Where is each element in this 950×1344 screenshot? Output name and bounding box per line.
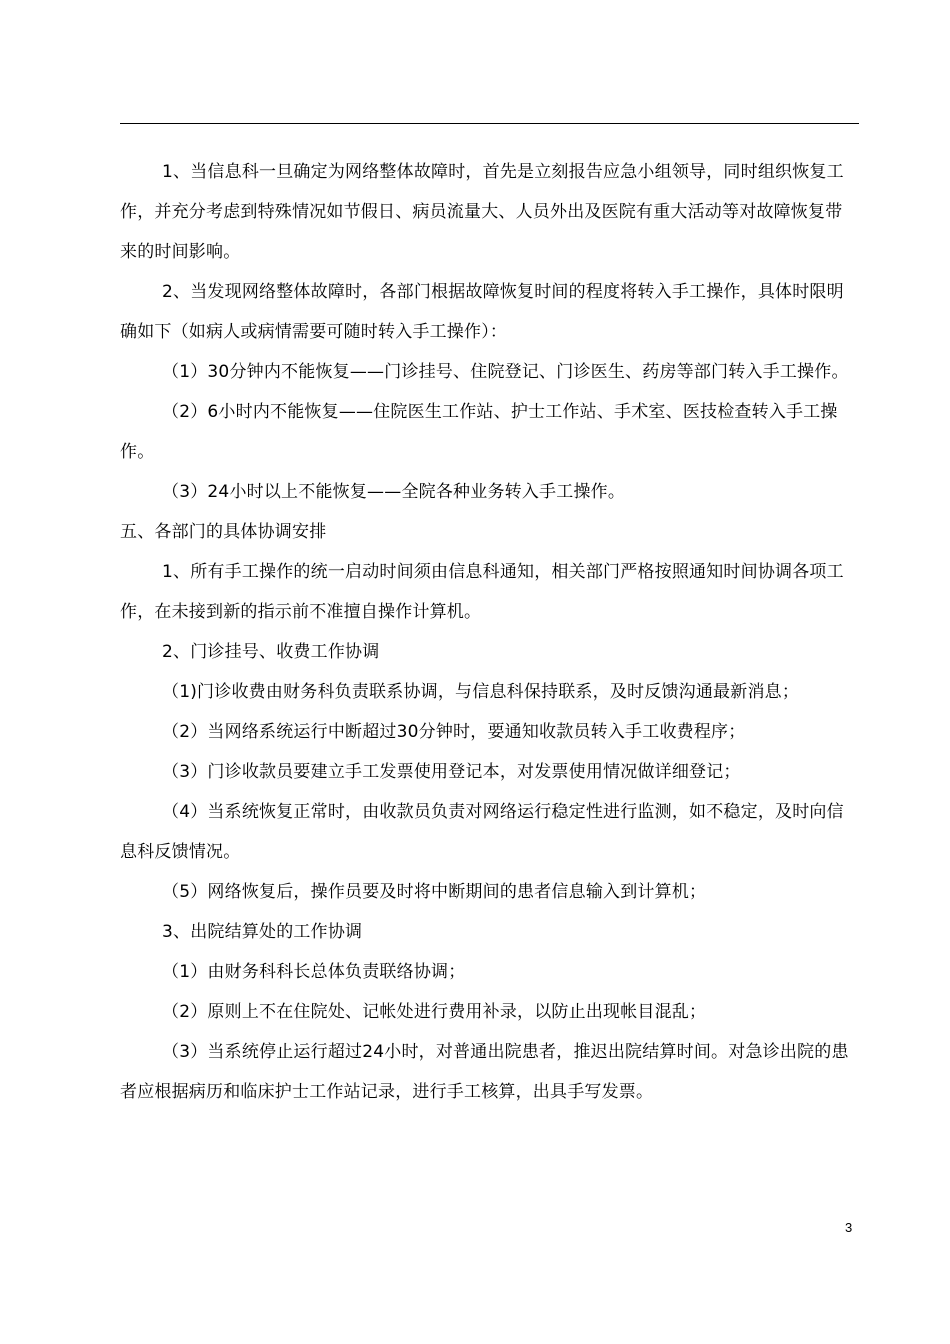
paragraph-10: （2）当网络系统运行中断超过30分钟时，要通知收款员转入手工收费程序； <box>162 722 746 742</box>
paragraph-2: 2、当发现网络整体故障时，各部门根据故障恢复时间的程度将转入手工操作，具体时限明确如下（如病人或病情需要可随时转入手工操作）： <box>120 282 844 342</box>
header-rule <box>120 123 859 124</box>
section-heading-5: 五、各部门的具体协调安排 <box>120 522 327 542</box>
paragraph-15: （1）由财务科科长总体负责联络协调； <box>162 962 466 982</box>
paragraph-12: （4）当系统恢复正常时，由收款员负责对网络运行稳定性进行监测，如不稳定，及时向信息科反馈情况。 <box>120 802 844 862</box>
subheading-discharge: 3、出院结算处的工作协调 <box>162 922 363 942</box>
paragraph-3: （1）30分钟内不能恢复——门诊挂号、住院登记、门诊医生、药房等部门转入手工操作。 <box>162 362 849 382</box>
paragraph-7: 1、所有手工操作的统一启动时间须由信息科通知，相关部门严格按照通知时间协调各项工作，在未接到新的指示前不准擅自操作计算机。 <box>120 562 844 622</box>
paragraph-1: 1、当信息科一旦确定为网络整体故障时，首先是立刻报告应急小组领导，同时组织恢复工作，并充分考虑到特殊情况如节假日、病员流量大、人员外出及医院有重大活动等对故障恢复带来的时间影响。 <box>120 162 844 262</box>
paragraph-9: （1)门诊收费由财务科负责联系协调，与信息科保持联系，及时反馈沟通最新消息； <box>162 682 800 702</box>
paragraph-13: （5）网络恢复后，操作员要及时将中断期间的患者信息输入到计算机； <box>162 882 707 902</box>
paragraph-11: （3）门诊收款员要建立手工发票使用登记本，对发票使用情况做详细登记； <box>162 762 741 782</box>
paragraph-4: （2）6小时内不能恢复——住院医生工作站、护士工作站、手术室、医技检查转入手工操作。 <box>120 402 838 462</box>
subheading-outpatient: 2、门诊挂号、收费工作协调 <box>162 642 380 662</box>
page-number: 3 <box>845 1220 853 1235</box>
paragraph-17: （3）当系统停止运行超过24小时，对普通出院患者，推迟出院结算时间。对急诊出院的患者应根据病历和临床护士工作站记录，进行手工核算，出具手写发票。 <box>120 1042 849 1102</box>
paragraph-16: （2）原则上不在住院处、记帐处进行费用补录，以防止出现帐目混乱； <box>162 1002 707 1022</box>
document-body <box>120 152 859 1112</box>
paragraph-5: （3）24小时以上不能恢复——全院各种业务转入手工操作。 <box>162 482 626 502</box>
